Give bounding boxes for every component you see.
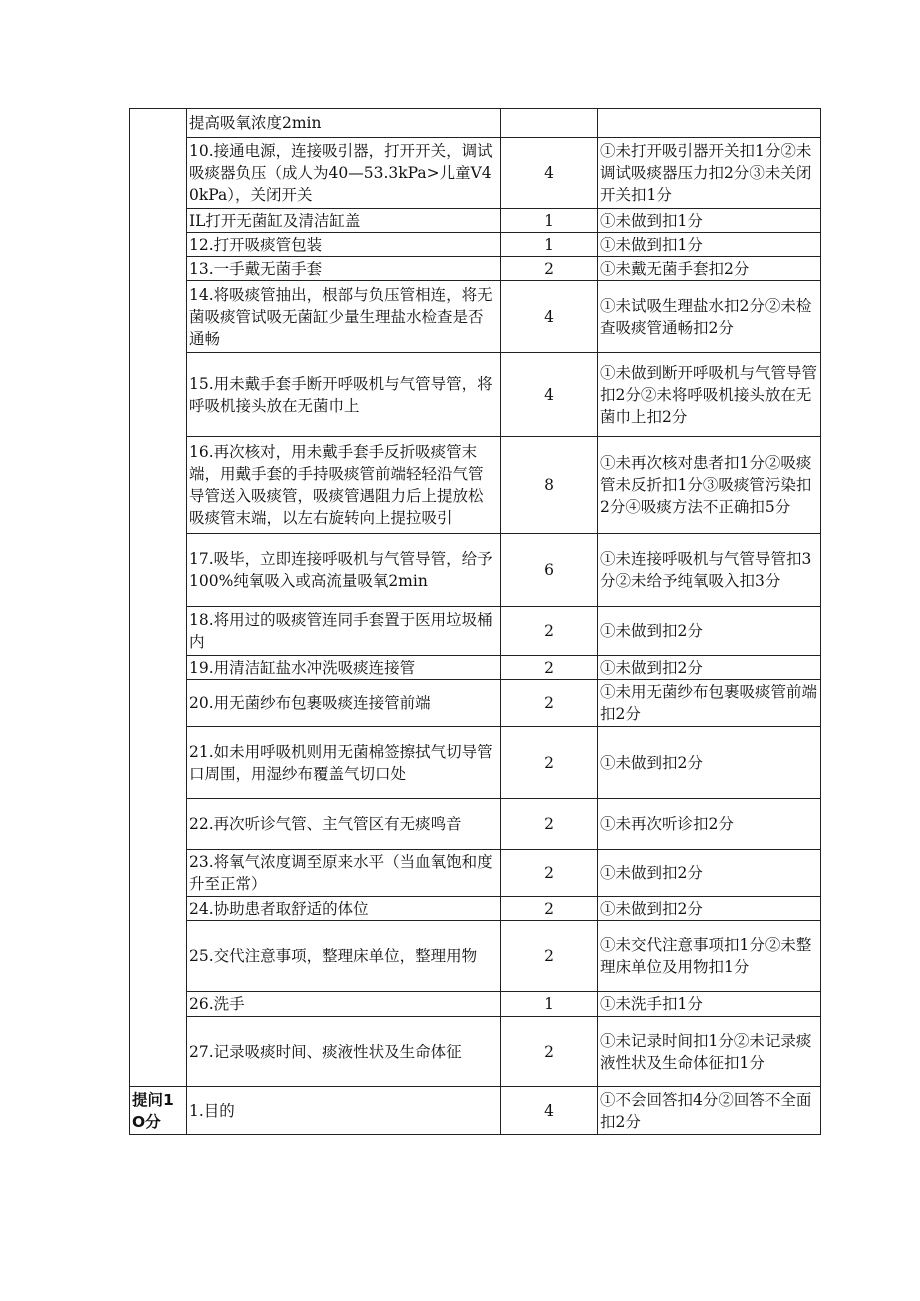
deduction-cell — [598, 727, 821, 799]
table-row — [130, 607, 821, 656]
deduction-cell — [598, 897, 821, 921]
deduction-text: ①未打开吸引器开关扣1分②未调试吸痰器压力扣2分③未关闭开关扣1分 — [600, 142, 812, 204]
score-cell — [501, 353, 598, 437]
deduction-text: ①不会回答扣4分②回答不全面扣2分 — [600, 1090, 812, 1131]
deduction-cell — [598, 209, 821, 233]
step-text: 23.将氧气浓度调至原来水平（当血氧饱和度升至正常） — [189, 853, 493, 893]
deduction-text: ①未再次核对患者扣1分②吸痰管未反折扣1分③吸痰管污染扣2分④吸痰方法不正确扣5分 — [600, 454, 812, 516]
deduction-text: ①未做到扣2分 — [600, 864, 703, 882]
score-value: 2 — [544, 947, 554, 965]
step-cell — [187, 437, 501, 534]
deduction-text: ①未做到扣1分 — [600, 211, 703, 230]
score-value: 2 — [544, 864, 554, 882]
step-text: 13.一手戴无菌手套 — [189, 259, 323, 278]
score-value: 4 — [544, 385, 554, 404]
deduction-cell — [598, 353, 821, 437]
score-value: 1 — [544, 211, 554, 230]
step-cell — [187, 607, 501, 656]
step-cell — [187, 209, 501, 233]
step-text: IL打开无菌缸及清洁缸盖 — [189, 211, 361, 230]
step-text: 18.将用过的吸痰管连同手套置于医用垃圾桶内 — [189, 611, 493, 651]
deduction-cell — [598, 233, 821, 257]
score-cell — [501, 534, 598, 607]
step-text: 14.将吸痰管抽出，根部与负压管相连，将无菌吸痰管试吸无菌缸少量生理盐水检查是否通畅 — [189, 285, 493, 348]
score-value: 8 — [544, 476, 554, 494]
score-cell — [501, 727, 598, 799]
deduction-cell — [598, 257, 821, 281]
deduction-cell — [598, 992, 821, 1017]
step-cell — [187, 656, 501, 680]
step-text: 12.打开吸痰管包装 — [189, 235, 323, 254]
step-cell — [187, 109, 501, 138]
step-text: 15.用未戴手套手断开呼吸机与气管导管，将呼吸机接头放在无菌巾上 — [189, 374, 493, 415]
table-row — [130, 727, 821, 799]
deduction-cell — [598, 607, 821, 656]
step-text: 17.吸毕，立即连接呼吸机与气管导管，给予100%纯氧吸入或高流量吸氧2min — [189, 550, 493, 590]
score-value: 2 — [544, 694, 554, 712]
step-text: 提高吸氧浓度2min — [189, 114, 322, 132]
step-cell — [187, 897, 501, 921]
deduction-text: ①未做到断开呼吸机与气管导管扣2分②未将呼吸机接头放在无菌巾上扣2分 — [600, 363, 818, 426]
step-cell — [187, 281, 501, 353]
score-value: 2 — [544, 1042, 554, 1061]
table-row — [130, 257, 821, 281]
score-value: 2 — [544, 815, 554, 833]
table-row — [130, 437, 821, 534]
score-value: 2 — [544, 753, 554, 772]
step-text: 22.再次听诊气管、主气管区有无痰鸣音 — [189, 815, 462, 833]
table-row-question — [130, 1087, 821, 1135]
step-cell — [187, 353, 501, 437]
score-cell — [501, 799, 598, 850]
step-text: 27.记录吸痰时间、痰液性状及生命体征 — [189, 1042, 462, 1061]
score-value: 6 — [544, 561, 554, 579]
step-text: 19.用清洁缸盐水冲洗吸痰连接管 — [189, 658, 416, 677]
step-text: 10.接通电源，连接吸引器，打开开关，调试吸痰器负压（成人为40—53.3kPa>儿童V40kPa），关闭开关 — [189, 142, 493, 204]
deduction-cell — [598, 1087, 821, 1135]
score-cell — [501, 209, 598, 233]
deduction-cell — [598, 850, 821, 897]
step-cell — [187, 680, 501, 727]
deduction-cell — [598, 281, 821, 353]
score-value: 2 — [544, 899, 554, 918]
section-label: 提问1O分 — [132, 1090, 174, 1131]
step-text: 25.交代注意事项，整理床单位，整理用物 — [189, 947, 478, 965]
deduction-text: ①未做到扣2分 — [600, 658, 703, 677]
score-value: 2 — [544, 658, 554, 677]
step-cell — [187, 138, 501, 209]
deduction-cell — [598, 921, 821, 992]
step-text: 21.如未用呼吸机则用无菌棉签擦拭气切导管口周围，用湿纱布覆盖气切口处 — [189, 742, 493, 783]
score-cell — [501, 1087, 598, 1135]
score-cell — [501, 850, 598, 897]
step-cell — [187, 727, 501, 799]
deduction-text: ①未用无菌纱布包裹吸痰管前端扣2分 — [600, 683, 818, 723]
section-cell-question — [130, 1087, 187, 1135]
deduction-text: ①未做到扣2分 — [600, 622, 703, 640]
score-cell — [501, 897, 598, 921]
score-cell — [501, 437, 598, 534]
deduction-text: ①未做到扣2分 — [600, 899, 703, 918]
score-value: 2 — [544, 259, 554, 278]
scoring-table — [129, 108, 821, 1135]
step-text: 1.目的 — [189, 1101, 235, 1120]
score-cell — [501, 1017, 598, 1087]
step-cell — [187, 257, 501, 281]
deduction-cell — [598, 680, 821, 727]
step-cell — [187, 1017, 501, 1087]
deduction-cell — [598, 1017, 821, 1087]
step-text: 20.用无菌纱布包裹吸痰连接管前端 — [189, 694, 431, 712]
deduction-cell — [598, 138, 821, 209]
table-row — [130, 281, 821, 353]
score-value: 4 — [544, 307, 554, 326]
deduction-text: ①未记录时间扣1分②未记录痰液性状及生命体征扣1分 — [600, 1031, 812, 1072]
score-value: 4 — [544, 1101, 554, 1120]
table-row — [130, 680, 821, 727]
step-cell — [187, 799, 501, 850]
deduction-cell — [598, 437, 821, 534]
table-row — [130, 897, 821, 921]
step-cell — [187, 850, 501, 897]
score-cell — [501, 680, 598, 727]
score-cell — [501, 656, 598, 680]
score-cell — [501, 607, 598, 656]
deduction-cell — [598, 799, 821, 850]
step-cell — [187, 992, 501, 1017]
table-row — [130, 138, 821, 209]
deduction-text: ①未戴无菌手套扣2分 — [600, 259, 750, 278]
deduction-text: ①未试吸生理盐水扣2分②未检查吸痰管通畅扣2分 — [600, 296, 812, 337]
score-cell — [501, 109, 598, 138]
deduction-text: ①未做到扣1分 — [600, 235, 703, 254]
step-cell — [187, 921, 501, 992]
step-cell — [187, 1087, 501, 1135]
table-row — [130, 233, 821, 257]
table-row — [130, 799, 821, 850]
table-row — [130, 109, 821, 138]
deduction-text: ①未洗手扣1分 — [600, 995, 703, 1013]
scoring-table-body — [130, 109, 821, 1135]
table-row — [130, 656, 821, 680]
deduction-cell — [598, 656, 821, 680]
deduction-text: ①未交代注意事项扣1分②未整理床单位及用物扣1分 — [600, 936, 812, 976]
score-cell — [501, 257, 598, 281]
score-cell — [501, 992, 598, 1017]
deduction-text: ①未再次听诊扣2分 — [600, 815, 734, 833]
score-value: 1 — [544, 235, 554, 254]
score-value: 4 — [544, 164, 554, 182]
score-cell — [501, 138, 598, 209]
step-cell — [187, 233, 501, 257]
step-cell — [187, 534, 501, 607]
step-text: 24.协助患者取舒适的体位 — [189, 899, 369, 918]
deduction-cell — [598, 534, 821, 607]
table-row — [130, 209, 821, 233]
section-cell-procedure — [130, 109, 187, 1087]
step-text: 26.洗手 — [189, 995, 245, 1013]
table-row — [130, 992, 821, 1017]
score-cell — [501, 281, 598, 353]
deduction-text: ①未连接呼吸机与气管导管扣3分②未给予纯氧吸入扣3分 — [600, 550, 812, 590]
score-cell — [501, 233, 598, 257]
table-row — [130, 1017, 821, 1087]
table-row — [130, 921, 821, 992]
score-cell — [501, 921, 598, 992]
step-text: 16.再次核对，用未戴手套手反折吸痰管末端，用戴手套的手持吸痰管前端轻轻沿气管导管送入吸痰管，吸痰管遇阻力后上提放松吸痰管末端，以左右旋转向上提拉吸引 — [189, 443, 484, 527]
table-row — [130, 353, 821, 437]
deduction-cell — [598, 109, 821, 138]
table-row — [130, 534, 821, 607]
score-value: 1 — [544, 995, 554, 1013]
table-row — [130, 850, 821, 897]
deduction-text: ①未做到扣2分 — [600, 753, 703, 772]
score-value: 2 — [544, 622, 554, 640]
